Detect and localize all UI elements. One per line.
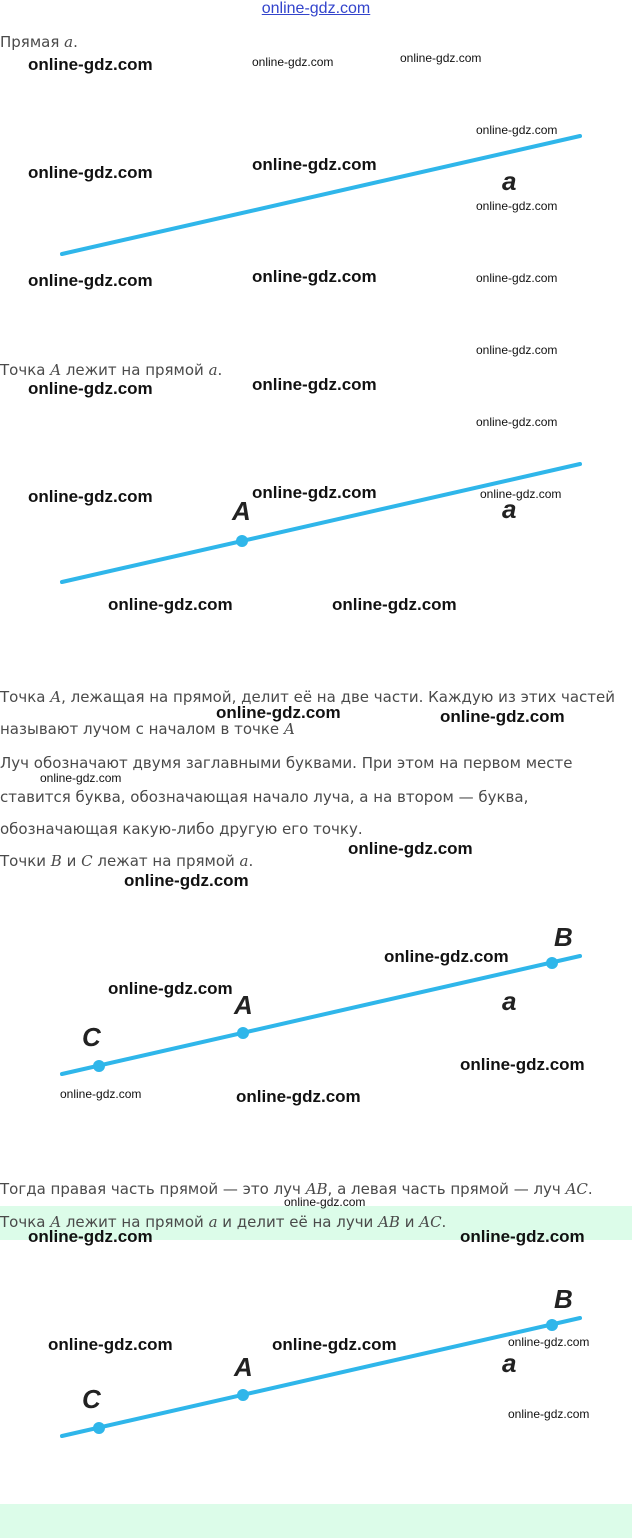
label-point-b: B bbox=[554, 922, 573, 952]
watermark: online-gdz.com bbox=[476, 415, 558, 429]
label-point-a: A bbox=[232, 496, 251, 526]
header-watermark-link[interactable]: online-gdz.com bbox=[261, 0, 371, 17]
watermark: online-gdz.com bbox=[252, 267, 377, 286]
watermark: online-gdz.com bbox=[28, 1227, 153, 1246]
watermark: online-gdz.com bbox=[108, 979, 233, 998]
point-a bbox=[237, 1389, 249, 1401]
watermark: online-gdz.com bbox=[60, 1087, 142, 1101]
watermark: online-gdz.com bbox=[252, 483, 377, 502]
watermark: online-gdz.com bbox=[252, 55, 334, 69]
watermark: online-gdz.com bbox=[476, 199, 558, 213]
caption-point-on-line: Точка A лежит на прямой a. bbox=[0, 361, 223, 379]
figure-rays-2 bbox=[0, 1282, 632, 1452]
point-c bbox=[93, 1060, 105, 1072]
label-point-a: A bbox=[234, 1352, 253, 1382]
label-a: a bbox=[502, 166, 517, 196]
watermark: online-gdz.com bbox=[440, 707, 565, 726]
watermark: online-gdz.com bbox=[508, 1407, 590, 1421]
watermark: online-gdz.com bbox=[40, 771, 122, 785]
point-a bbox=[236, 535, 248, 547]
watermark: online-gdz.com bbox=[28, 55, 153, 74]
watermark: online-gdz.com bbox=[480, 487, 562, 501]
watermark: online-gdz.com bbox=[48, 1335, 173, 1354]
watermark: online-gdz.com bbox=[252, 375, 377, 394]
watermark: online-gdz.com bbox=[252, 155, 377, 174]
label-a: a bbox=[502, 1348, 517, 1378]
watermark: online-gdz.com bbox=[332, 595, 457, 614]
label-point-c: C bbox=[82, 1384, 101, 1414]
paragraph-line-2: называют лучом с началом в точке A bbox=[0, 720, 295, 738]
point-a bbox=[237, 1027, 249, 1039]
watermark: online-gdz.com bbox=[400, 51, 482, 65]
paragraph-line-4: ставится буква, обозначающая начало луча, а на втором — буква, bbox=[0, 788, 529, 806]
caption-highlight-rule: Точка A лежит на прямой a и делит её на лучи AB и AC. bbox=[0, 1213, 447, 1231]
label-point-a: A bbox=[234, 990, 253, 1020]
paragraph-line-5: обозначающая какую-либо другую его точку. bbox=[0, 820, 363, 838]
watermark: online-gdz.com bbox=[460, 1227, 585, 1246]
watermark: online-gdz.com bbox=[384, 947, 509, 966]
watermark: online-gdz.com bbox=[272, 1335, 397, 1354]
watermark: online-gdz.com bbox=[284, 1195, 366, 1209]
watermark: online-gdz.com bbox=[476, 271, 558, 285]
watermark: online-gdz.com bbox=[108, 595, 233, 614]
label-point-c: C bbox=[82, 1022, 101, 1052]
paragraph-line-3: Луч обозначают двумя заглавными буквами. При этом на первом месте bbox=[0, 754, 573, 772]
caption-rays-ab-ac: Тогда правая часть прямой — это луч AB, а левая часть прямой — луч AC. bbox=[0, 1180, 593, 1198]
label-a: a bbox=[502, 986, 517, 1016]
watermark: online-gdz.com bbox=[28, 379, 153, 398]
label-point-b: B bbox=[554, 1284, 573, 1314]
watermark: online-gdz.com bbox=[476, 343, 558, 357]
caption-line-a: Прямая a. bbox=[0, 33, 78, 51]
point-c bbox=[93, 1422, 105, 1434]
watermark: online-gdz.com bbox=[460, 1055, 585, 1074]
watermark: online-gdz.com bbox=[124, 871, 249, 890]
watermark: online-gdz.com bbox=[28, 271, 153, 290]
figure-point-a-on-line bbox=[0, 440, 632, 600]
watermark: online-gdz.com bbox=[508, 1335, 590, 1349]
label-a: a bbox=[502, 494, 517, 524]
watermark: online-gdz.com bbox=[28, 163, 153, 182]
paragraph-line-1: Точка A, лежащая на прямой, делит её на две части. Каждую из этих частей bbox=[0, 688, 615, 706]
watermark: online-gdz.com bbox=[216, 703, 341, 722]
watermark: online-gdz.com bbox=[28, 487, 153, 506]
caption-points-b-c: Точки B и C лежат на прямой a. bbox=[0, 852, 254, 870]
watermark: online-gdz.com bbox=[476, 123, 558, 137]
watermark: online-gdz.com bbox=[348, 839, 473, 858]
highlight-band bbox=[0, 1504, 632, 1538]
watermark: online-gdz.com bbox=[236, 1087, 361, 1106]
point-b bbox=[546, 1319, 558, 1331]
point-b bbox=[546, 957, 558, 969]
